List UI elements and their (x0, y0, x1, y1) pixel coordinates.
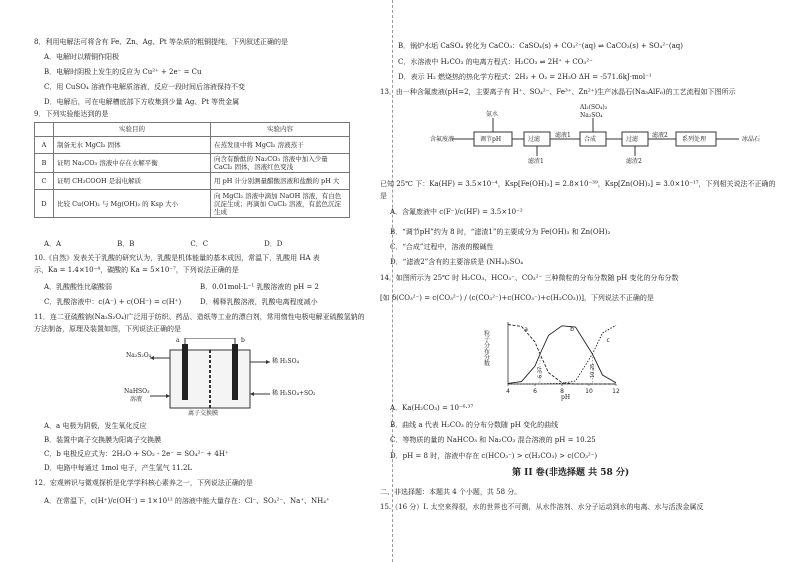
chart-x-tick-label: 10 (585, 388, 593, 395)
label-h2so4-so2: 稀 H₂SO₄+SO₂ (272, 390, 316, 397)
chart-series-line-b (508, 326, 616, 384)
q11-stem-2: 方法制备，原理及装置如图，下列说法正确的是 (34, 325, 181, 333)
table-row (35, 173, 350, 190)
table-cell: D (35, 190, 54, 218)
part-two-title: 第 II 卷(非选择题 共 58 分) (512, 468, 630, 478)
table-cell: 证明 CH₃COOH 是弱电解质 (54, 173, 211, 190)
chart-x-tick-label: 6 (533, 388, 537, 395)
q12-option-b: B．锅炉水垢 CaSO₄ 转化为 CaCO₃：CaSO₄(s) + CO₃²⁻(aq) ⇌ CaCO₃(s) + SO₄²⁻(aq) (398, 42, 683, 50)
chart-curve-label-b: b (570, 326, 574, 334)
q14-option-c: C．等物质的量的 NaHCO₃ 和 Na₂CO₃ 混合溶液的 pH = 10.25 (390, 436, 596, 444)
arrowhead (250, 392, 254, 396)
table-row (35, 190, 350, 218)
q9-option-d: D．D (264, 240, 283, 248)
q11-option-d: D．电路中每通过 1mol 电子，产生氢气 11.2L (44, 464, 193, 472)
flow-node-synthesis: 合成 (584, 136, 597, 143)
table-header-purpose: 实验目的 (54, 123, 211, 137)
flow-filtrate-1: 滤液1 (555, 132, 571, 139)
flow-waste-2: 滤渣2 (626, 158, 642, 165)
label-solution: 溶液 (130, 396, 143, 403)
q13-option-d: D．“滤液2”含有的主要溶质是 (NH₄)₂SO₄ (390, 258, 524, 266)
table-cell: 比较 Cu(OH)₂ 与 Mg(OH)₂ 的 Ksp 大小 (54, 190, 211, 218)
q9-table-header (35, 123, 350, 137)
q13-given-2: 是 (380, 192, 387, 200)
table-cell: C (35, 173, 54, 190)
right-column (380, 0, 794, 562)
q10-option-c: C．乳酸溶液中：c(A⁻) + c(OH⁻) = c(H⁺) (44, 298, 182, 306)
q8-option-d: D．电解后，可在电解槽底部下方收集到少量 Ag、Pt 等贵金属 (44, 98, 240, 106)
table-cell: 在蒸发皿中将 MgCl₂ 溶液蒸干 (211, 137, 350, 154)
chart-x-axis-label: pH (561, 394, 571, 401)
q11-option-c: C．b 电极反应式为：2H₂O + SO₂ - 2e⁻ = SO₄²⁻ + 4H⁺ (44, 450, 229, 458)
q14-stem-2: [如 δ(CO₃²⁻) = c(CO₃²⁻) / (c(CO₃²⁻)+c(HCO₃⁻)+c(H₂CO₃))]，下列说法不正确的是 (380, 294, 654, 302)
table-cell: 向含有酚酞的 Na₂CO₃ 溶液中加入少量 CaCl₂ 固体，溶液红色变浅 (211, 154, 350, 173)
q11-option-b: B．装置中离子交换膜为阳离子交换膜 (44, 436, 162, 444)
q14-option-d: D．pH = 8 时，溶液中存在 c(HCO₃⁻) > c(H₂CO₃) > c(CO₃²⁻) (390, 452, 598, 460)
label-b: b (241, 337, 245, 344)
flow-output: 冰晶石 (742, 136, 761, 143)
chart-curve-label-c: c (606, 337, 610, 344)
label-a: a (176, 337, 180, 344)
distribution-fraction-chart (494, 318, 624, 400)
q11-option-a: A．a 电极为阴极，发生氧化反应 (44, 422, 147, 430)
q8-stem: 8．利用电解法可将含有 Fe、Zn、Ag、Pt 等杂质的粗铜提纯，下列叙述正确的是 (34, 38, 288, 46)
flow-ammonia: 氨水 (486, 111, 499, 118)
q13-stem: 13．由一种含氟废液(pH=2，主要离子有 H⁺、SO₄²⁻、Fe³⁺、Zn²⁺)生产冰晶石(Na₃AlF₆)的工艺流程如下图所示 (380, 88, 736, 96)
electrode-a (182, 344, 188, 400)
left-column (0, 0, 392, 562)
table-cell (35, 123, 54, 137)
table-cell: B (35, 154, 54, 173)
chart-series-line-a (508, 325, 616, 384)
q12-option-c: C．水溶液中 H₂CO₃ 的电离方程式：H₂CO₃ ⇌ 2H⁺ + CO₃²⁻ (398, 58, 593, 66)
q9-table (34, 122, 350, 218)
arrowhead (166, 394, 170, 398)
q14-stem: 14．如图所示为 25℃ 时 H₂CO₃、HCO₃⁻、CO₃²⁻ 三种微粒的分布分数随 pH 变化的分布分数 (380, 274, 679, 282)
chart-x-tick-label: 8 (560, 388, 564, 395)
flow-node-processing: 系列处理 (682, 136, 707, 143)
q13-option-a: A．含氟废液中 c(F⁻)/c(HF) = 3.5×10⁻² (390, 208, 523, 216)
electrolysis-apparatus-diagram (120, 338, 290, 418)
table-row (35, 137, 350, 154)
table-cell: 证明 Na₂CO₃ 溶液中存在水解平衡 (54, 154, 211, 173)
q9-option-b: B．B (117, 240, 135, 248)
flow-node-filter-2: 过滤 (626, 136, 639, 143)
q13-option-b: B．“调节pH”约为 8 时，“滤渣1”的主要成分为 Fe(OH)₃ 和 Zn(OH)₂ (390, 228, 611, 236)
flow-waste-1: 滤渣1 (528, 158, 544, 165)
flow-input: 含氟废液 (430, 136, 455, 143)
chart-x-tick-label: 12 (612, 388, 620, 395)
q10-option-a: A．乳酸酸性比碳酸弱 (44, 283, 113, 291)
chart-curve-label-a: a (524, 326, 528, 334)
chart-y-axis-label: 粒子分布分数 (482, 330, 490, 366)
table-cell: 用 pH 计分别测量醋酸溶液和盐酸的 pH 大 (211, 173, 350, 190)
q11-stem: 11．连二亚硫酸钠(Na₂S₂O₄)广泛用于纺织、药品、造纸等工业的漂白剂，常用惰性电极电解亚硫酸氢钠的 (34, 313, 365, 321)
table-cell: 向 MgCl₂ 溶液中滴加 NaOH 溶液，有白色沉淀生成；再滴加 CuCl₂ 溶液，有蓝色沉淀生成 (211, 190, 350, 218)
flow-filtrate-2: 滤液2 (652, 132, 668, 139)
q13-option-c: C．“合成”过程中，溶液的酸碱性 (390, 243, 494, 251)
label-membrane: 离子交换膜 (188, 410, 219, 417)
table-row (35, 154, 350, 173)
chart-annotation-label: 6.37 (537, 366, 544, 378)
flow-node-filter-1: 过滤 (528, 136, 541, 143)
q10-option-b: B．0.01mol·L⁻¹ 乳酸溶液的 pH = 2 (200, 283, 319, 291)
q9-stem: 9．下列实验能达到的是 (34, 110, 109, 118)
q14-option-b: B．曲线 a 代表 H₂CO₃ 的分布分数随 pH 变化的曲线 (390, 421, 559, 429)
q8-option-a: A．电解时以精铜作阳极 (44, 53, 120, 61)
q8-option-c: C．用 CuSO₄ 溶液作电解质溶液，反应一段时间后溶液保持不变 (44, 83, 246, 91)
q14-option-a: A．Ka(H₂CO₃) = 10⁻⁶·³⁷ (390, 404, 474, 412)
chart-x-tick-label: 4 (506, 388, 510, 395)
arrowhead (266, 360, 270, 364)
q9-options (44, 240, 282, 249)
q10-stem: 10.《自然》发表关于乳酸的研究认为，乳酸是机体能量的基本成因，常温下，乳酸用 HA 表 (34, 254, 320, 262)
q9-option-c: C．C (190, 240, 209, 248)
q12-option-d: D．表示 H₂ 燃烧热的热化学方程式：2H₂ + O₂ = 2H₂O ΔH = -571.6kJ·mol⁻¹ (398, 73, 652, 81)
flow-node-adjust-ph: 调节pH (480, 136, 502, 143)
q13-given: 已知 25℃ 下：Ka(HF) = 3.5×10⁻⁴，Ksp[Fe(OH)₃] = 2.8×10⁻³⁹，Ksp[Zn(OH)₂] = 3.0×10⁻¹⁷，下列相关说法不正确的 (380, 180, 776, 188)
q9-option-a: A．A (44, 240, 62, 248)
q15-stem: 15.（16 分）I. 太空来得很，水的世界也不可测，从水作溶剂、水分子运动到水的电离、水与活泼金属反 (380, 503, 704, 511)
table-cell: 制备无水 MgCl₂ 固体 (54, 137, 211, 154)
flow-reagent-2: Na₂SO₄ (580, 112, 603, 119)
label-h2so4: 稀 H₂SO₄ (272, 358, 299, 365)
table-header-content: 实验内容 (211, 123, 350, 137)
q10-stem-2: 示，Ka = 1.4×10⁻⁴，碳酸的 Ka = 5×10⁻⁷，下列说法正确的是 (34, 266, 239, 274)
chart-annotation-label: 10.25 (589, 363, 596, 378)
electrode-b (232, 344, 238, 400)
q12-option-a: A．在常温下，c(H⁺)/c(OH⁻) = 1×10¹² 的溶液中能大量存在：Cl⁻、SO₃²⁻、Na⁺、NH₄⁺ (44, 497, 330, 505)
q10-option-d: D．稀释乳酸溶液，乳酸电离程度减小 (200, 298, 318, 306)
chart-series-line-c (508, 325, 616, 384)
label-nahso3: NaHSO₃ (124, 388, 150, 395)
section-two-intro: 二、非选择题：本题共 4 个小题，共 58 分。 (380, 488, 522, 496)
flow-reagent-1: Al₂(SO₄)₃ (580, 104, 608, 111)
table-cell: A (35, 137, 54, 154)
q8-option-b: B．电解时阴极上发生的反应为 Cu²⁺ + 2e⁻ = Cu (44, 68, 202, 76)
q12-stem: 12．宏观辨识与微观探析是化学学科核心素养之一，下列说法正确的是 (34, 479, 253, 487)
label-na2s2o4: Na₂S₂O₄ (126, 352, 152, 359)
